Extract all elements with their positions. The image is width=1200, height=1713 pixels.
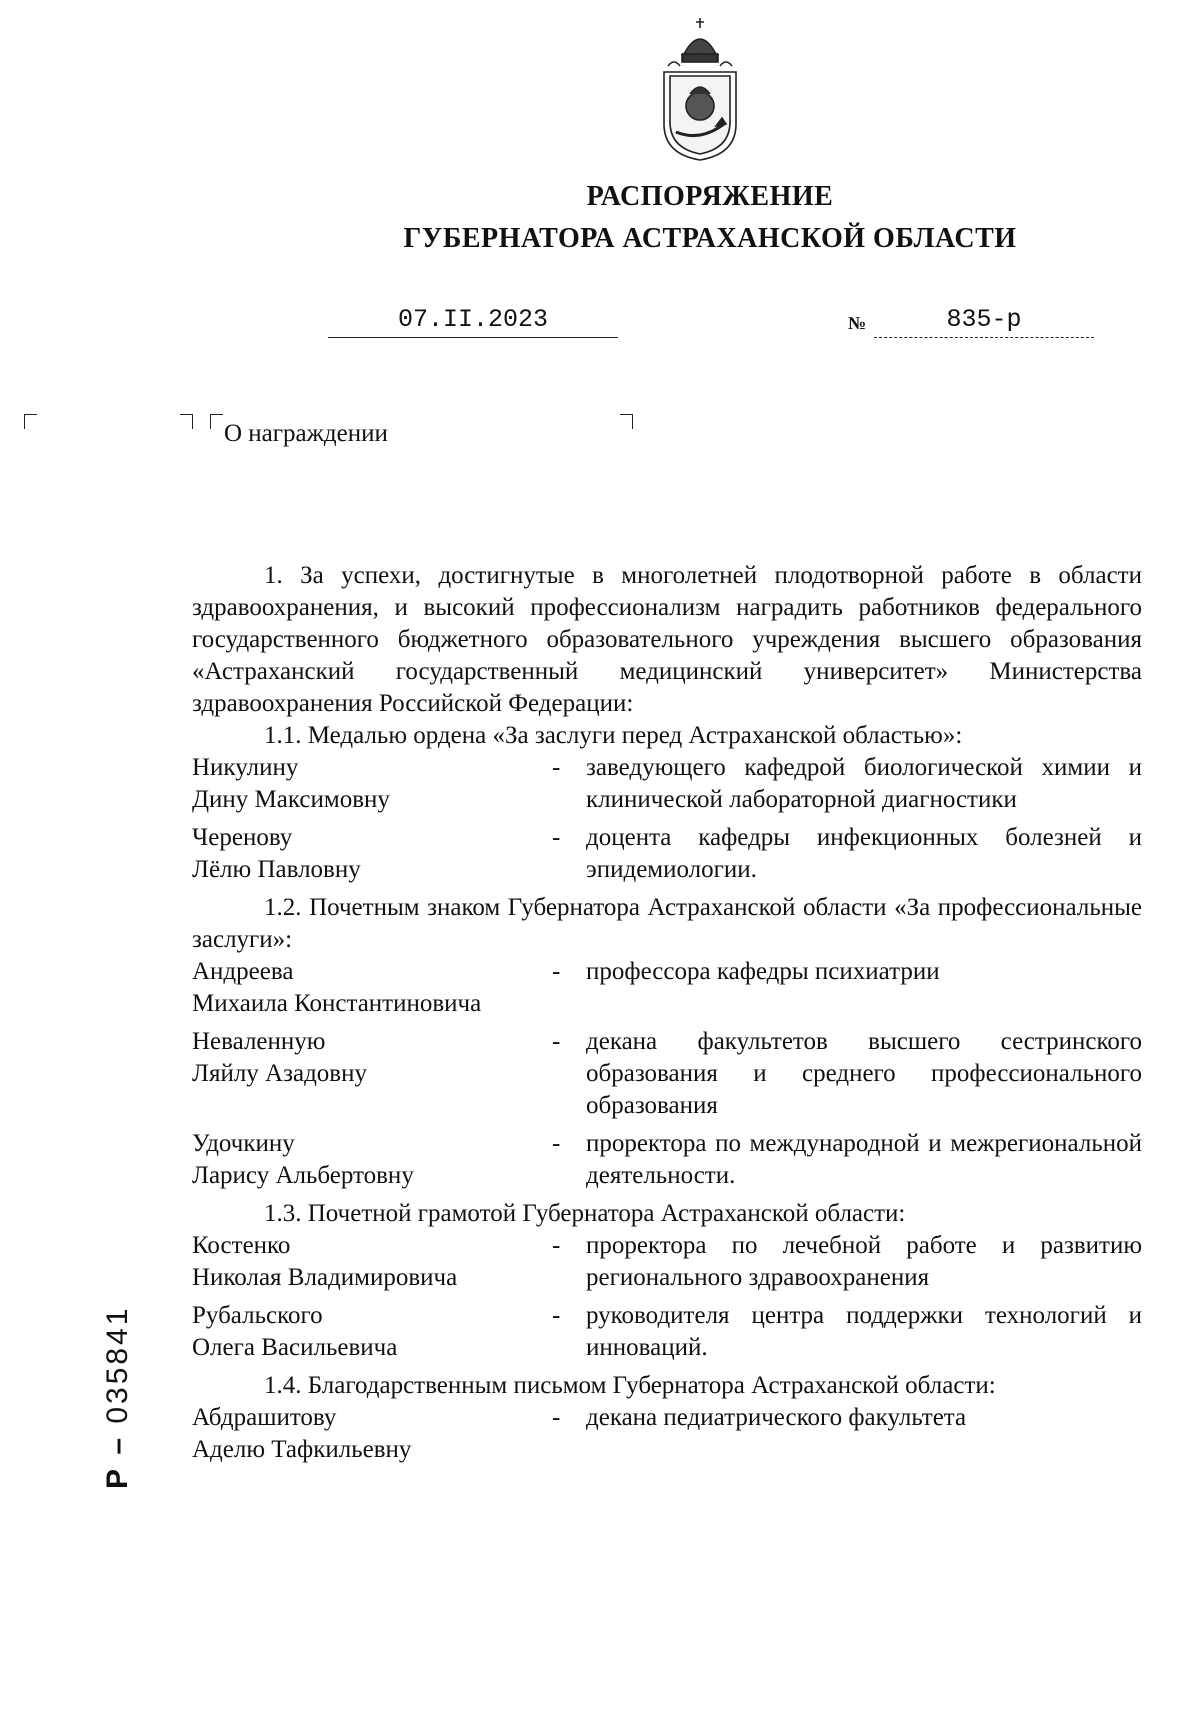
awardee-row: Костенко Николая Владимировича - проректора по лечебной работе и развитию регионального здравоохранения xyxy=(192,1230,1142,1294)
awardee-position: доцента кафедры инфекционных болезней и эпидемиологии. xyxy=(586,824,1142,883)
awardee-position: заведующего кафедрой биологической химии и клинической лабораторной диагностики xyxy=(586,754,1142,813)
awardee-row: Неваленную Ляйлу Азадовну - декана факультетов высшего сестринского образования и среднего профессионального образования xyxy=(192,1026,1142,1122)
issuer-title: ГУБЕРНАТОРА АСТРАХАНСКОЙ ОБЛАСТИ xyxy=(403,223,1017,254)
corner-mark xyxy=(180,414,193,429)
corner-mark xyxy=(24,414,37,429)
awardee-name: Никулину Дину Максимовну xyxy=(192,754,390,813)
document-body xyxy=(192,560,1142,1472)
awardee-name: Черенову Лёлю Павловну xyxy=(192,824,361,883)
awardee-name: Рубальского Олега Васильевича xyxy=(192,1302,398,1361)
document-subject: О награждении xyxy=(224,420,388,447)
awardee-position: декана факультетов высшего сестринского образования и среднего профессионального образования xyxy=(586,1028,1142,1119)
awardee-row: Рубальского Олега Васильевича - руководителя центра поддержки технологий и инноваций. xyxy=(192,1300,1142,1364)
awardee-name: Андреева Михаила Константиновича xyxy=(192,958,482,1017)
coat-of-arms-emblem xyxy=(654,14,746,164)
intro-paragraph: 1. За успехи, достигнутые в многолетней плодотворной работе в области здравоохранения, и высокий профессионализм наградить работников федерального государственного бюджетного образовательного учреждения высшего образования «Астраханский государственный медицинский университет» Министерства здравоохранения Российской Федерации: xyxy=(192,562,1142,717)
awardee-position: профессора кафедры психиатрии xyxy=(586,958,940,985)
awardee-position: руководителя центра поддержки технологий и инноваций. xyxy=(586,1302,1142,1361)
section-heading: 1.4. Благодарственным письмом Губернатора Астраханской области: xyxy=(264,1372,996,1399)
number-label: № xyxy=(848,313,867,333)
awardee-row: Удочкину Ларису Альбертовну - проректора по международной и межрегиональной деятельности. xyxy=(192,1128,1142,1192)
document-date: 07.II.2023 xyxy=(328,303,618,338)
form-serial-stamp: Р – 035841 xyxy=(101,1305,134,1489)
corner-mark xyxy=(210,414,223,429)
awardee-name: Удочкину Ларису Альбертовну xyxy=(192,1130,414,1189)
awardee-position: проректора по лечебной работе и развитию регионального здравоохранения xyxy=(586,1232,1142,1291)
awardee-name: Неваленную Ляйлу Азадовну xyxy=(192,1028,367,1087)
section-heading: 1.3. Почетной грамотой Губернатора Астраханской области: xyxy=(264,1200,906,1227)
document-title: РАСПОРЯЖЕНИЕ xyxy=(586,181,834,212)
section-heading: 1.1. Медалью ордена «За заслуги перед Астраханской областью»: xyxy=(264,722,963,749)
awardee-row: Андреева Михаила Константиновича - профессора кафедры психиатрии xyxy=(192,956,1142,1020)
awardee-row: Черенову Лёлю Павловну - доцента кафедры инфекционных болезней и эпидемиологии. xyxy=(192,822,1142,886)
awardee-row: Никулину Дину Максимовну - заведующего кафедрой биологической химии и клинической лабораторной диагностики xyxy=(192,752,1142,816)
document-number: 835-р xyxy=(874,303,1094,338)
awardee-name: Абдрашитову Аделю Тафкильевну xyxy=(192,1404,412,1463)
awardee-name: Костенко Николая Владимировича xyxy=(192,1232,458,1291)
section-heading: 1.2. Почетным знаком Губернатора Астраханской области «За профессиональные заслуги»: xyxy=(192,894,1142,953)
awardee-position: проректора по международной и межрегиональной деятельности. xyxy=(586,1130,1142,1189)
awardee-row: Абдрашитову Аделю Тафкильевну - декана педиатрического факультета xyxy=(192,1402,1142,1466)
corner-mark xyxy=(620,414,633,429)
awardee-position: декана педиатрического факультета xyxy=(586,1404,967,1431)
